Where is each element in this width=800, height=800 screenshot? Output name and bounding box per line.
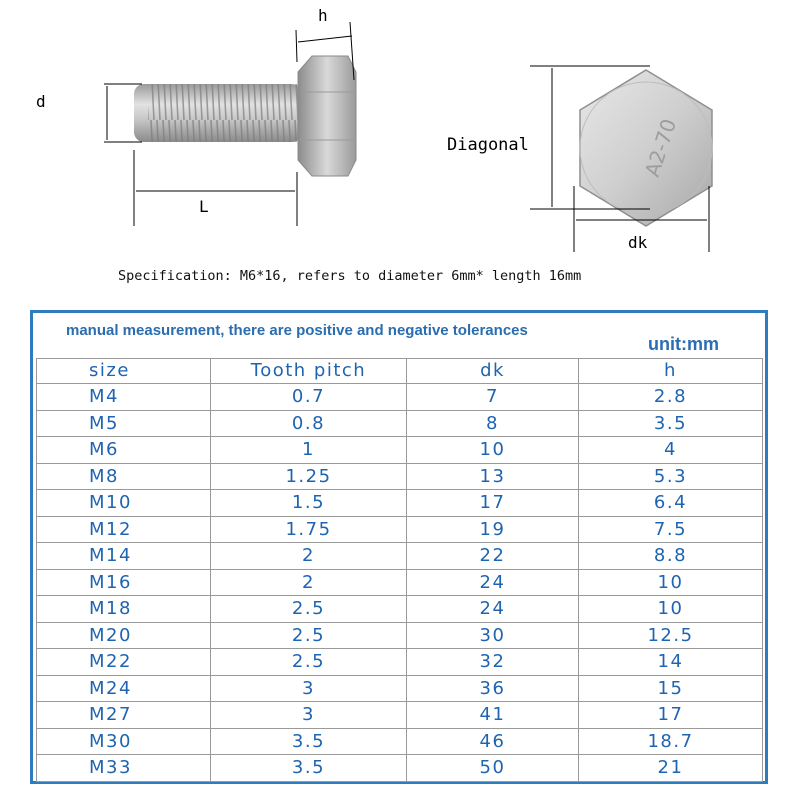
cell-h: 6.4 (579, 490, 763, 517)
cell-dk: 30 (407, 622, 579, 649)
cell-dk: 10 (407, 437, 579, 464)
cell-h: 12.5 (579, 622, 763, 649)
cell-size: M24 (37, 675, 211, 702)
table-row (37, 649, 763, 676)
cell-size: M5 (37, 410, 211, 437)
cell-h: 8.8 (579, 543, 763, 570)
cell-size: M8 (37, 463, 211, 490)
cell-size: M33 (37, 755, 211, 782)
cell-size: M20 (37, 622, 211, 649)
head-marking: A2-70 (639, 115, 682, 180)
cell-tooth-pitch: 1.75 (211, 516, 407, 543)
label-L: L (199, 197, 209, 216)
specification-text: Specification: M6*16, refers to diameter 6mm* length 16mm (118, 268, 582, 284)
header-dk: dk (407, 359, 579, 384)
cell-dk: 22 (407, 543, 579, 570)
cell-size: M30 (37, 728, 211, 755)
cell-size: M18 (37, 596, 211, 623)
cell-h: 10 (579, 596, 763, 623)
label-h: h (318, 6, 328, 25)
cell-size: M12 (37, 516, 211, 543)
cell-h: 5.3 (579, 463, 763, 490)
cell-tooth-pitch: 0.8 (211, 410, 407, 437)
table-header-row (37, 359, 763, 384)
table-row (37, 675, 763, 702)
cell-h: 2.8 (579, 384, 763, 411)
cell-dk: 32 (407, 649, 579, 676)
cell-size: M22 (37, 649, 211, 676)
cell-tooth-pitch: 1.5 (211, 490, 407, 517)
cell-tooth-pitch: 2.5 (211, 622, 407, 649)
table-row (37, 543, 763, 570)
cell-dk: 50 (407, 755, 579, 782)
cell-h: 21 (579, 755, 763, 782)
table-row (37, 516, 763, 543)
unit-label: unit:mm (648, 334, 719, 354)
tolerance-note: manual measurement, there are positive and negative tolerances (66, 322, 528, 339)
cell-dk: 17 (407, 490, 579, 517)
label-dk: dk (628, 233, 648, 252)
cell-h: 10 (579, 569, 763, 596)
cell-dk: 8 (407, 410, 579, 437)
table-row (37, 437, 763, 464)
bolt-diagram (0, 0, 800, 300)
header-h: h (579, 359, 763, 384)
cell-dk: 7 (407, 384, 579, 411)
label-d: d (36, 92, 46, 111)
table-row (37, 702, 763, 729)
cell-tooth-pitch: 2 (211, 543, 407, 570)
table-row (37, 384, 763, 411)
table-row (37, 490, 763, 517)
cell-tooth-pitch: 1 (211, 437, 407, 464)
bolt-head-side (298, 56, 356, 176)
label-diagonal: Diagonal (447, 135, 529, 155)
cell-size: M14 (37, 543, 211, 570)
bolt-side-view (134, 56, 356, 176)
table-row (37, 622, 763, 649)
cell-tooth-pitch: 3.5 (211, 728, 407, 755)
cell-size: M4 (37, 384, 211, 411)
cell-dk: 19 (407, 516, 579, 543)
cell-h: 4 (579, 437, 763, 464)
table-row (37, 463, 763, 490)
header-tooth-pitch: Tooth pitch (211, 359, 407, 384)
cell-tooth-pitch: 3 (211, 702, 407, 729)
dimension-L (134, 150, 297, 226)
cell-size: M10 (37, 490, 211, 517)
cell-h: 18.7 (579, 728, 763, 755)
spec-table (36, 358, 763, 782)
cell-h: 7.5 (579, 516, 763, 543)
cell-dk: 13 (407, 463, 579, 490)
header-size: size (37, 359, 211, 384)
bolt-thread (148, 84, 302, 142)
cell-h: 17 (579, 702, 763, 729)
table-row (37, 755, 763, 782)
cell-tooth-pitch: 3 (211, 675, 407, 702)
cell-h: 14 (579, 649, 763, 676)
cell-tooth-pitch: 2.5 (211, 596, 407, 623)
cell-h: 3.5 (579, 410, 763, 437)
cell-tooth-pitch: 1.25 (211, 463, 407, 490)
bolt-head-top-view (580, 70, 712, 226)
cell-size: M27 (37, 702, 211, 729)
cell-tooth-pitch: 2.5 (211, 649, 407, 676)
cell-dk: 24 (407, 569, 579, 596)
cell-size: M6 (37, 437, 211, 464)
table-row (37, 728, 763, 755)
cell-tooth-pitch: 0.7 (211, 384, 407, 411)
table-row (37, 569, 763, 596)
cell-dk: 24 (407, 596, 579, 623)
cell-h: 15 (579, 675, 763, 702)
cell-dk: 36 (407, 675, 579, 702)
table-row (37, 596, 763, 623)
cell-tooth-pitch: 3.5 (211, 755, 407, 782)
cell-tooth-pitch: 2 (211, 569, 407, 596)
table-row (37, 410, 763, 437)
cell-dk: 41 (407, 702, 579, 729)
cell-size: M16 (37, 569, 211, 596)
cell-dk: 46 (407, 728, 579, 755)
